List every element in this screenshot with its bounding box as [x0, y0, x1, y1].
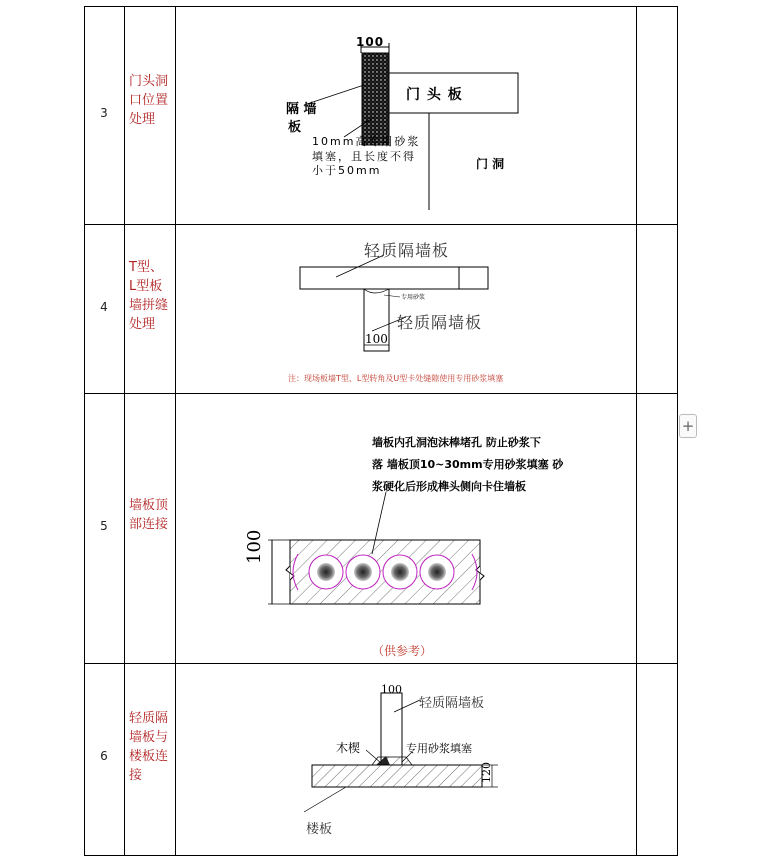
joint-note: 注：现场板墙T型、L型转角及U型卡处缝隙使用专用砂浆填塞 — [288, 374, 504, 383]
row-number: 4 — [100, 300, 108, 314]
row-number: 6 — [100, 749, 108, 763]
mortar-note-2: 填塞，且长度不得 — [312, 150, 416, 163]
add-row-button[interactable]: + — [679, 414, 697, 438]
dimension-label: 100 — [381, 683, 402, 696]
reference-note: （供参考） — [372, 644, 433, 658]
stem-panel-label: 轻质隔墙板 — [397, 313, 483, 332]
dimension-label: 100 — [365, 332, 388, 346]
wall-label: 隔 墙 — [286, 102, 317, 117]
wall-label-2: 板 — [288, 120, 302, 135]
lintel-label: 门 头 板 — [406, 87, 463, 103]
mortar-note-3: 小于50mm — [312, 164, 382, 177]
floor-connection-diagram — [176, 664, 636, 854]
row-number: 5 — [100, 519, 108, 533]
mortar-note: 10mm高专用砂浆 — [312, 135, 421, 148]
dimension-label: 100 — [244, 529, 265, 564]
slab-thickness-label: 120 — [480, 762, 493, 783]
row-title: 墙板顶部连接 — [129, 498, 169, 532]
top-note-3: 浆硬化后形成榫头侧向卡住墙板 — [372, 480, 526, 493]
row-title: 门头洞口位置处理 — [129, 74, 169, 127]
door-lintel-diagram — [176, 7, 636, 223]
top-note-2: 落 墙板顶10~30mm专用砂浆填塞 砂 — [372, 458, 564, 471]
wedge-label: 木楔 — [336, 741, 361, 755]
opening-label: 门 洞 — [476, 157, 505, 171]
col-divider-1 — [124, 6, 125, 856]
panel-label: 轻质隔墙板 — [419, 696, 485, 711]
row-title: 轻质隔墙板与楼板连接 — [129, 711, 169, 783]
table-bottom-border — [84, 855, 678, 856]
row-number: 3 — [100, 106, 108, 120]
slab-label: 楼板 — [306, 822, 333, 837]
row-title: T型、L型板墙拼缝处理 — [129, 260, 169, 332]
panel-label: 轻质隔墙板 — [364, 241, 450, 260]
mortar-label: 专用砂浆填塞 — [406, 742, 472, 755]
top-note-1: 墙板内孔洞泡沫棒堵孔 防止砂浆下 — [372, 436, 541, 449]
col-divider-3 — [636, 6, 637, 856]
mortar-label: 专用砂浆 — [401, 294, 426, 301]
dimension-label: 100 — [356, 35, 385, 49]
